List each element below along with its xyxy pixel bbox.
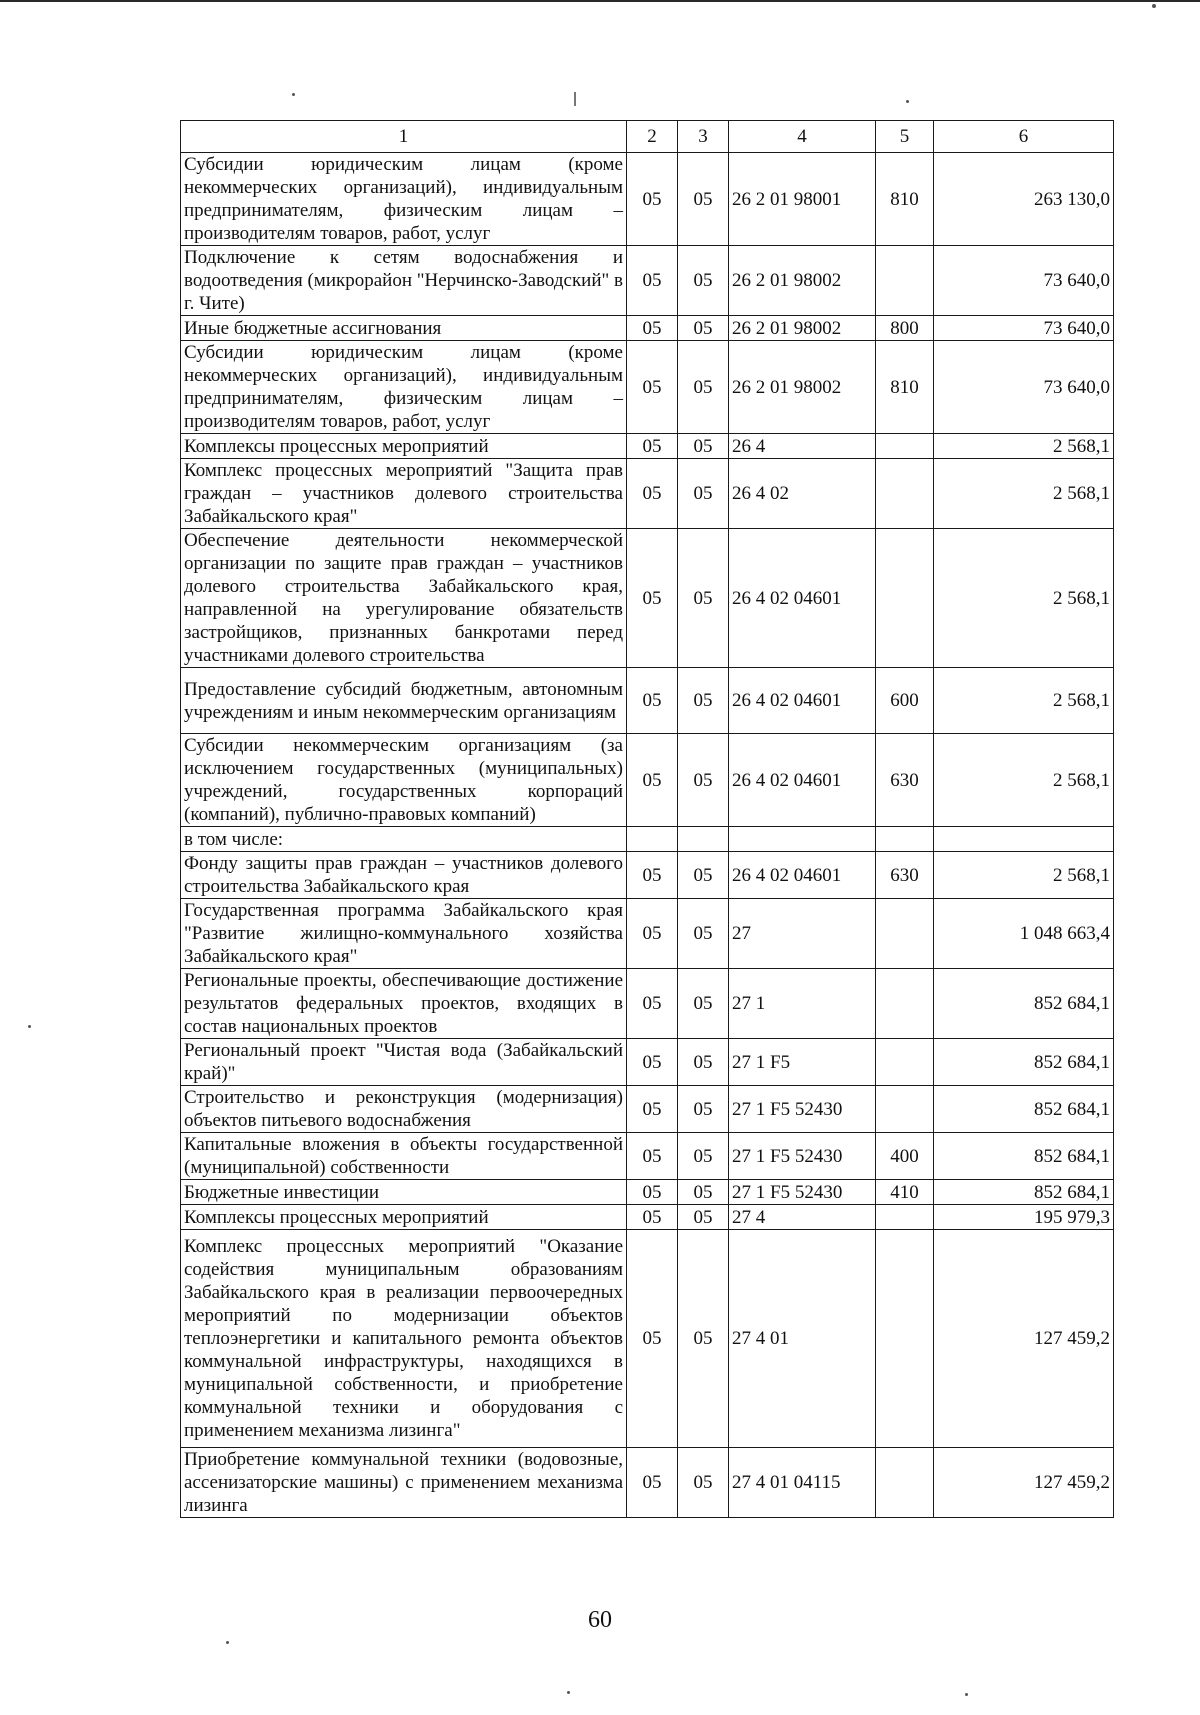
row-expense-type-cell <box>876 969 934 1039</box>
row-subsection-cell: 05 <box>678 899 729 969</box>
row-section-cell: 05 <box>627 734 678 827</box>
row-name-cell: Подключение к сетям водоснабжения и водоотведения (микрорайон "Нерчинско-Заводский" в г. Чите) <box>181 246 627 316</box>
row-amount-cell: 2 568,1 <box>934 459 1114 529</box>
row-name-cell: Региональные проекты, обеспечивающие достижение результатов федеральных проектов, входящих в состав национальных проектов <box>181 969 627 1039</box>
row-amount-cell <box>934 827 1114 852</box>
row-section-cell: 05 <box>627 1086 678 1133</box>
header-cell-5: 5 <box>876 121 934 153</box>
row-expense-type-cell: 600 <box>876 668 934 734</box>
row-section-cell: 05 <box>627 434 678 459</box>
row-target-article-cell: 26 2 01 98002 <box>729 316 876 341</box>
row-amount-cell: 2 568,1 <box>934 734 1114 827</box>
scan-speck <box>965 1693 968 1696</box>
row-subsection-cell: 05 <box>678 529 729 668</box>
scan-speck <box>574 92 576 106</box>
row-section-cell: 05 <box>627 1180 678 1205</box>
table-row <box>181 969 1114 1039</box>
row-expense-type-cell <box>876 1230 934 1448</box>
header-cell-2: 2 <box>627 121 678 153</box>
row-target-article-cell: 27 1 F5 52430 <box>729 1180 876 1205</box>
row-name-cell: Обеспечение деятельности некоммерческой организации по защите прав граждан – участников долевого строительства Забайкальского края, направленной на урегулирование обязательств застройщиков, признанных банкротами перед участниками долевого строительства <box>181 529 627 668</box>
row-name-cell: Бюджетные инвестиции <box>181 1180 627 1205</box>
row-expense-type-cell: 800 <box>876 316 934 341</box>
row-section-cell: 05 <box>627 852 678 899</box>
row-amount-cell: 2 568,1 <box>934 852 1114 899</box>
row-amount-cell: 852 684,1 <box>934 969 1114 1039</box>
table-row <box>181 1086 1114 1133</box>
row-target-article-cell: 27 1 <box>729 969 876 1039</box>
row-name-cell: Государственная программа Забайкальского края "Развитие жилищно-коммунального хозяйства Забайкальского края" <box>181 899 627 969</box>
row-subsection-cell: 05 <box>678 1133 729 1180</box>
row-expense-type-cell <box>876 1039 934 1086</box>
row-name-cell: Комплексы процессных мероприятий <box>181 434 627 459</box>
row-section-cell: 05 <box>627 969 678 1039</box>
row-amount-cell: 127 459,2 <box>934 1230 1114 1448</box>
scan-speck <box>292 93 295 96</box>
table-row <box>181 827 1114 852</box>
row-subsection-cell: 05 <box>678 1448 729 1518</box>
row-amount-cell: 2 568,1 <box>934 434 1114 459</box>
row-section-cell: 05 <box>627 1230 678 1448</box>
budget-allocation-table <box>180 120 1114 1518</box>
row-expense-type-cell: 410 <box>876 1180 934 1205</box>
row-subsection-cell: 05 <box>678 153 729 246</box>
table-row <box>181 246 1114 316</box>
row-target-article-cell: 26 4 02 04601 <box>729 529 876 668</box>
row-target-article-cell: 26 4 <box>729 434 876 459</box>
row-name-cell: Строительство и реконструкция (модернизация) объектов питьевого водоснабжения <box>181 1086 627 1133</box>
row-target-article-cell: 26 4 02 04601 <box>729 852 876 899</box>
row-expense-type-cell: 810 <box>876 153 934 246</box>
row-name-cell: в том числе: <box>181 827 627 852</box>
row-expense-type-cell <box>876 1205 934 1230</box>
row-subsection-cell: 05 <box>678 1230 729 1448</box>
row-target-article-cell: 27 1 F5 52430 <box>729 1086 876 1133</box>
scan-speck <box>1152 4 1156 8</box>
row-subsection-cell: 05 <box>678 459 729 529</box>
header-cell-4: 4 <box>729 121 876 153</box>
row-amount-cell: 73 640,0 <box>934 341 1114 434</box>
row-section-cell: 05 <box>627 153 678 246</box>
row-target-article-cell: 27 4 <box>729 1205 876 1230</box>
row-expense-type-cell <box>876 1086 934 1133</box>
row-name-cell: Фонду защиты прав граждан – участников долевого строительства Забайкальского края <box>181 852 627 899</box>
row-amount-cell: 73 640,0 <box>934 316 1114 341</box>
page-number: 60 <box>588 1607 612 1633</box>
table-row <box>181 1448 1114 1518</box>
header-cell-6: 6 <box>934 121 1114 153</box>
row-subsection-cell: 05 <box>678 316 729 341</box>
row-target-article-cell: 26 2 01 98002 <box>729 341 876 434</box>
row-name-cell: Комплекс процессных мероприятий "Оказание содействия муниципальным образованиям Забайкальского края в реализации первоочередных мероприятий по модернизации объектов теплоэнергетики и капитального ремонта объектов коммунальной инфраструктуры, находящихся в муниципальной собственности, и приобретение коммунальной техники и оборудования с применением механизма лизинга" <box>181 1230 627 1448</box>
table-row <box>181 316 1114 341</box>
row-target-article-cell: 26 4 02 04601 <box>729 734 876 827</box>
table-row <box>181 153 1114 246</box>
row-target-article-cell: 26 4 02 <box>729 459 876 529</box>
row-subsection-cell: 05 <box>678 1039 729 1086</box>
row-target-article-cell: 26 2 01 98001 <box>729 153 876 246</box>
row-expense-type-cell: 630 <box>876 852 934 899</box>
row-expense-type-cell: 630 <box>876 734 934 827</box>
table-row <box>181 434 1114 459</box>
row-name-cell: Субсидии юридическим лицам (кроме некоммерческих организаций), индивидуальным предпринимателям, физическим лицам – производителям товаров, работ, услуг <box>181 341 627 434</box>
row-target-article-cell: 27 <box>729 899 876 969</box>
row-target-article-cell: 27 4 01 <box>729 1230 876 1448</box>
table-row <box>181 734 1114 827</box>
row-amount-cell: 195 979,3 <box>934 1205 1114 1230</box>
row-target-article-cell: 26 2 01 98002 <box>729 246 876 316</box>
table-header-row <box>181 121 1114 153</box>
row-subsection-cell: 05 <box>678 1180 729 1205</box>
row-name-cell: Комплекс процессных мероприятий "Защита прав граждан – участников долевого строительства Забайкальского края" <box>181 459 627 529</box>
scan-speck <box>906 100 909 103</box>
table-row <box>181 668 1114 734</box>
row-name-cell: Иные бюджетные ассигнования <box>181 316 627 341</box>
row-amount-cell: 2 568,1 <box>934 529 1114 668</box>
row-name-cell: Субсидии некоммерческим организациям (за исключением государственных (муниципальных) учреждений, государственных корпораций (компаний), публично-правовых компаний) <box>181 734 627 827</box>
row-section-cell: 05 <box>627 1039 678 1086</box>
table-row <box>181 1133 1114 1180</box>
row-section-cell: 05 <box>627 899 678 969</box>
row-target-article-cell <box>729 827 876 852</box>
row-subsection-cell: 05 <box>678 341 729 434</box>
scan-top-edge <box>0 0 1200 2</box>
row-section-cell: 05 <box>627 459 678 529</box>
row-amount-cell: 127 459,2 <box>934 1448 1114 1518</box>
row-name-cell: Региональный проект "Чистая вода (Забайкальский край)" <box>181 1039 627 1086</box>
row-section-cell: 05 <box>627 1133 678 1180</box>
row-amount-cell: 1 048 663,4 <box>934 899 1114 969</box>
row-expense-type-cell: 400 <box>876 1133 934 1180</box>
row-amount-cell: 852 684,1 <box>934 1086 1114 1133</box>
row-target-article-cell: 27 1 F5 52430 <box>729 1133 876 1180</box>
row-name-cell: Капитальные вложения в объекты государственной (муниципальной) собственности <box>181 1133 627 1180</box>
row-subsection-cell: 05 <box>678 734 729 827</box>
row-target-article-cell: 27 1 F5 <box>729 1039 876 1086</box>
row-name-cell: Комплексы процессных мероприятий <box>181 1205 627 1230</box>
row-expense-type-cell <box>876 827 934 852</box>
table-row <box>181 1205 1114 1230</box>
row-expense-type-cell <box>876 246 934 316</box>
row-subsection-cell: 05 <box>678 1086 729 1133</box>
row-amount-cell: 852 684,1 <box>934 1039 1114 1086</box>
row-subsection-cell: 05 <box>678 246 729 316</box>
table-row <box>181 1039 1114 1086</box>
table-row <box>181 459 1114 529</box>
row-target-article-cell: 27 4 01 04115 <box>729 1448 876 1518</box>
row-amount-cell: 852 684,1 <box>934 1133 1114 1180</box>
scan-speck <box>226 1641 229 1644</box>
row-expense-type-cell <box>876 899 934 969</box>
row-amount-cell: 2 568,1 <box>934 668 1114 734</box>
row-name-cell: Субсидии юридическим лицам (кроме некоммерческих организаций), индивидуальным предпринимателям, физическим лицам – производителям товаров, работ, услуг <box>181 153 627 246</box>
row-expense-type-cell <box>876 459 934 529</box>
header-cell-1: 1 <box>181 121 627 153</box>
row-subsection-cell: 05 <box>678 969 729 1039</box>
table-row <box>181 1230 1114 1448</box>
row-section-cell: 05 <box>627 316 678 341</box>
row-subsection-cell: 05 <box>678 1205 729 1230</box>
row-section-cell: 05 <box>627 246 678 316</box>
row-expense-type-cell <box>876 1448 934 1518</box>
row-expense-type-cell: 810 <box>876 341 934 434</box>
row-name-cell: Приобретение коммунальной техники (водовозные, ассенизаторские машины) с применением механизма лизинга <box>181 1448 627 1518</box>
row-section-cell: 05 <box>627 668 678 734</box>
row-subsection-cell <box>678 827 729 852</box>
row-expense-type-cell <box>876 434 934 459</box>
table-row <box>181 529 1114 668</box>
row-amount-cell: 852 684,1 <box>934 1180 1114 1205</box>
scan-speck <box>567 1691 570 1694</box>
row-section-cell: 05 <box>627 1205 678 1230</box>
header-cell-3: 3 <box>678 121 729 153</box>
scan-speck <box>28 1025 31 1028</box>
row-target-article-cell: 26 4 02 04601 <box>729 668 876 734</box>
row-subsection-cell: 05 <box>678 668 729 734</box>
row-name-cell: Предоставление субсидий бюджетным, автономным учреждениям и иным некоммерческим организациям <box>181 668 627 734</box>
row-expense-type-cell <box>876 529 934 668</box>
row-amount-cell: 73 640,0 <box>934 246 1114 316</box>
row-section-cell: 05 <box>627 1448 678 1518</box>
row-section-cell: 05 <box>627 341 678 434</box>
row-subsection-cell: 05 <box>678 434 729 459</box>
table-row <box>181 341 1114 434</box>
row-section-cell <box>627 827 678 852</box>
table-row <box>181 1180 1114 1205</box>
row-amount-cell: 263 130,0 <box>934 153 1114 246</box>
row-subsection-cell: 05 <box>678 852 729 899</box>
table-row <box>181 899 1114 969</box>
row-section-cell: 05 <box>627 529 678 668</box>
table-row <box>181 852 1114 899</box>
